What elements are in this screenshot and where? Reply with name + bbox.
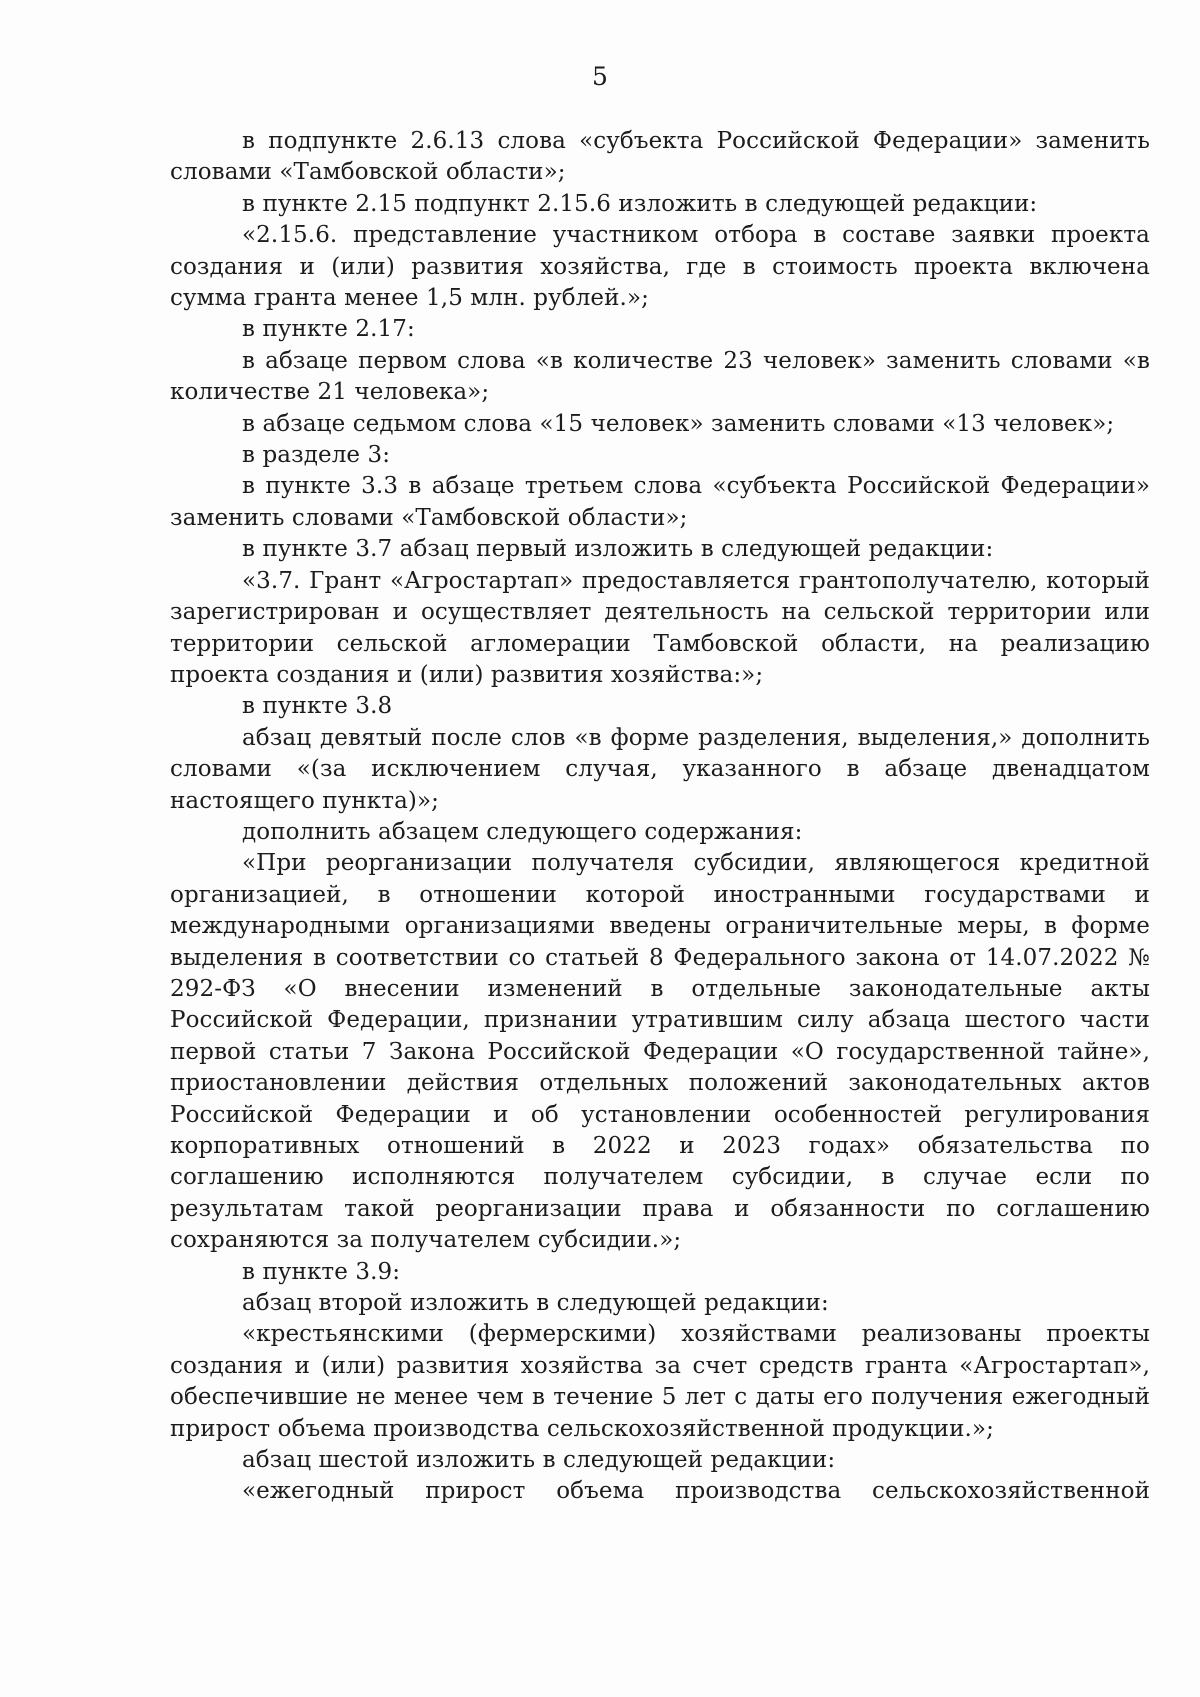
page-number: 5	[592, 62, 608, 91]
paragraph: в пункте 3.7 абзац первый изложить в следующей редакции:	[242, 536, 994, 563]
paragraph: «крестьянскими (фермерскими) хозяйствами реализованы проекты создания и (или) развития хозяйства за счет средств гранта «Агростартап», обеспечившие не менее чем в течение 5 лет с даты его получения ежегодный прирост объема производства сельскохозяйственной продукции.»;	[170, 1321, 1150, 1442]
paragraph: в пункте 2.15 подпункт 2.15.6 изложить в следующей редакции:	[242, 190, 1038, 217]
document-body	[170, 126, 1150, 1508]
paragraph: в подпункте 2.6.13 слова «субъекта Российской Федерации» заменить словами «Тамбовской области»;	[170, 128, 1150, 186]
paragraph: в пункте 3.9:	[242, 1258, 401, 1285]
paragraph: в абзаце седьмом слова «15 человек» заменить словами «13 человек»;	[242, 410, 1115, 437]
paragraph: «2.15.6. представление участником отбора в составе заявки проекта создания и (или) развития хозяйства, где в стоимость проекта включена сумма гранта менее 1,5 млн. рублей.»;	[170, 222, 1150, 312]
paragraph: абзац шестой изложить в следующей редакции:	[242, 1447, 836, 1474]
paragraph: в пункте 3.8	[242, 693, 393, 720]
paragraph: дополнить абзацем следующего содержания:	[242, 818, 803, 845]
paragraph: «3.7. Грант «Агростартап» предоставляется грантополучателю, который зарегистрирован и осуществляет деятельность на сельской территории или территории сельской агломерации Тамбовской области, на реализацию проекта создания и (или) развития хозяйства:»;	[170, 567, 1150, 688]
paragraph: в пункте 3.3 в абзаце третьем слова «субъекта Российской Федерации» заменить словами «Тамбовской области»;	[170, 473, 1150, 531]
paragraph: «При реорганизации получателя субсидии, являющегося кредитной организацией, в отношении которой иностранными государствами и международными организациями введены ограничительные меры, в форме выделения в соответствии со статьей 8 Федерального закона от 14.07.2022 № 292-ФЗ «О внесении изменений в отдельные законодательные акты Российской Федерации, признании утратившим силу абзаца шестого части первой статьи 7 Закона Российской Федерации «О государственной тайне», приостановлении действия отдельных положений законодательных актов Российской Федерации и об установлении особенностей регулирования корпоративных отношений в 2022 и 2023 годах» обязательства по соглашению исполняются получателем субсидии, в случае если по результатам такой реорганизации права и обязанности по соглашению сохраняются за получателем субсидии.»;	[170, 850, 1150, 1254]
paragraph: в абзаце первом слова «в количестве 23 человек» заменить словами «в количестве 21 человека»;	[170, 347, 1150, 406]
paragraph: абзац девятый после слов «в форме разделения, выделения,» дополнить словами «(за исключением случая, указанного в абзаце двенадцатом настоящего пункта)»;	[170, 724, 1150, 814]
paragraph: в пункте 2.17:	[242, 316, 415, 343]
paragraph: «ежегодный прирост объема производства сельскохозяйственной	[242, 1478, 1150, 1505]
paragraph: абзац второй изложить в следующей редакции:	[242, 1290, 829, 1317]
paragraph: в разделе 3:	[242, 442, 391, 469]
